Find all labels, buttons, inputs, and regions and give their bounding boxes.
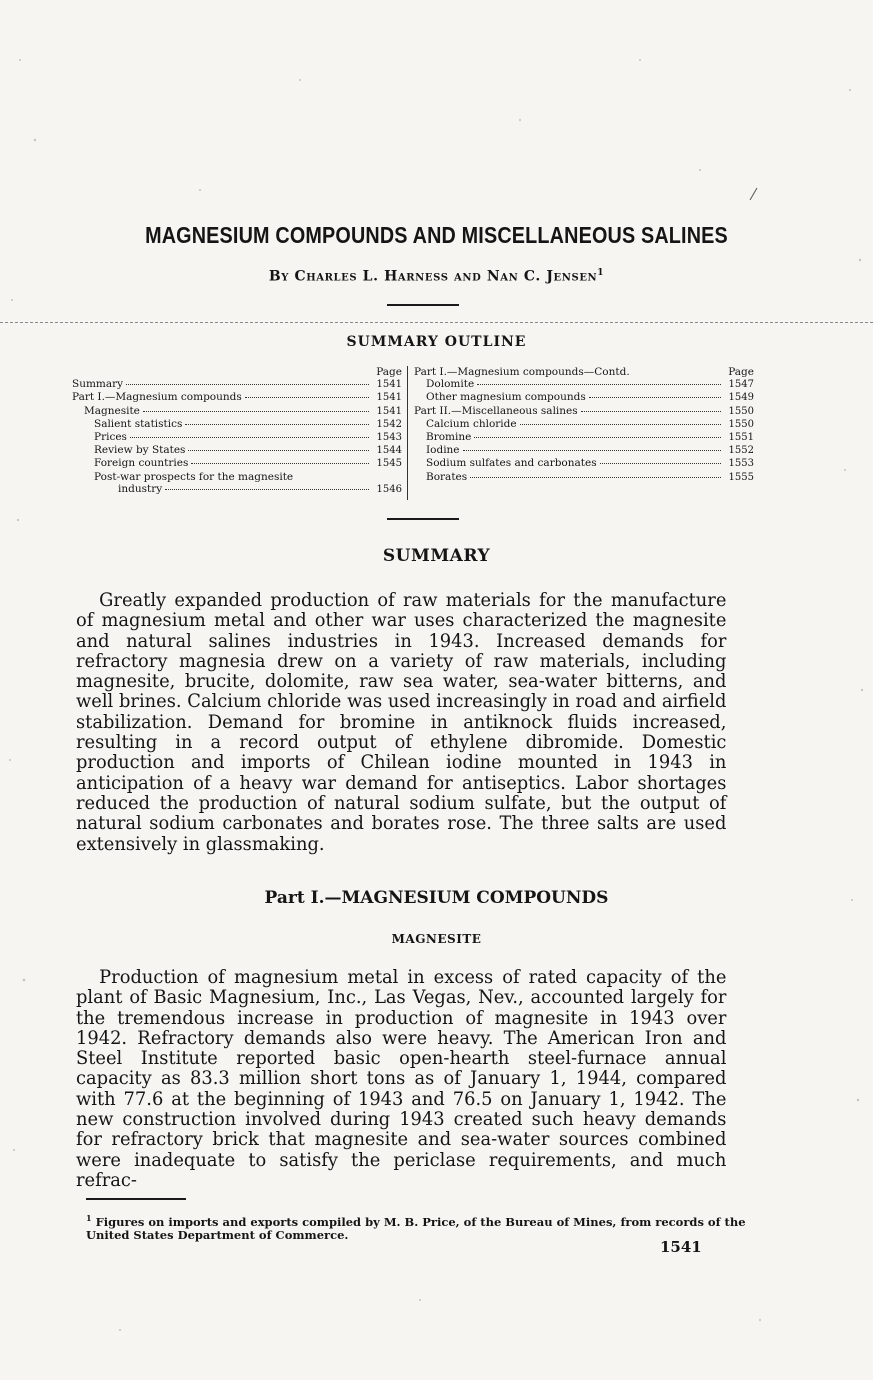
leader-dots xyxy=(581,411,721,412)
outline-rule xyxy=(387,518,459,520)
leader-dots xyxy=(185,424,369,425)
magnesite-paragraph: Production of magnesium metal in excess of rated capacity of the plant of Basic Magnesium, Inc., Las Vegas, Nev., accounted largely for the tremendous increase in production of magnesite in 1943 over 1942. Refractory demands also were heavy. The American Iron and Steel Institute reported basic open-hearth steel-furnace annual capacity as 83.3 million short tons as of January 1, 1944, compared with 77.6 at the beginning of 1943 and 76.5 on January 1, 1942. The new construction involved during 1943 created such heavy demands for refractory brick that magnesite and sea-water sources combined were inadequate to satisfy the periclase requirements, and much refrac- xyxy=(76,967,727,1191)
outline-entry-page: 1550 xyxy=(728,405,754,417)
leader-dots xyxy=(245,397,369,398)
title-rule xyxy=(387,304,459,306)
outline-entry xyxy=(72,431,402,444)
outline-entry-page: 1547 xyxy=(728,379,754,391)
leader-dots xyxy=(188,450,369,451)
leader-dots xyxy=(143,411,369,412)
part1-heading: Part I.—MAGNESIUM COMPOUNDS xyxy=(264,888,609,908)
leader-dots xyxy=(589,397,721,398)
outline-right-header xyxy=(414,366,754,378)
outline-left-column xyxy=(72,366,402,496)
outline-entry xyxy=(72,378,402,391)
outline-entry-label: Post-war prospects for the magnesite xyxy=(94,470,294,483)
leader-dots xyxy=(600,463,721,464)
leader-dots xyxy=(165,489,369,490)
outline-entry xyxy=(414,405,754,418)
outline-entry-label: Other magnesium compounds xyxy=(426,391,586,404)
outline-entry-page: 1553 xyxy=(728,458,754,470)
byline xyxy=(0,268,873,285)
outline-left-header xyxy=(72,366,402,378)
outline-entry-label: Calcium chloride xyxy=(426,417,517,430)
author-1: Charles L. Harness xyxy=(294,268,449,285)
outline-entry-label: Iodine xyxy=(426,444,460,457)
outline-entry-label: Part II.—Miscellaneous salines xyxy=(414,404,578,417)
outline-entry-page: 1552 xyxy=(728,445,754,457)
summary-body xyxy=(76,591,726,855)
outline-entry xyxy=(72,471,402,483)
page-column-label: Page xyxy=(376,366,402,378)
outline-entry xyxy=(414,418,754,431)
outline-entry-label: Part I.—Magnesium compounds xyxy=(72,391,242,404)
magnesite-body xyxy=(76,968,726,1191)
outline-entry-label: Summary xyxy=(72,378,124,391)
summary-heading: SUMMARY xyxy=(382,546,491,566)
footnote-number: 1 xyxy=(86,1213,92,1223)
outline-entry xyxy=(414,457,754,470)
outline-entry xyxy=(72,405,402,418)
leader-dots xyxy=(477,384,721,385)
outline-entry xyxy=(72,418,402,431)
magnesite-heading: MAGNESITE xyxy=(391,932,482,946)
outline-entry-label: Salient statistics xyxy=(94,417,183,430)
outline-entry-label: industry xyxy=(118,482,163,495)
footnote-rule xyxy=(86,1198,186,1200)
outline-entry-label: Magnesite xyxy=(84,404,140,417)
outline-entry-page: 1541 xyxy=(376,392,402,404)
outline-entry-page: 1545 xyxy=(376,458,402,470)
byline-prefix: By xyxy=(268,268,289,285)
leader-dots xyxy=(130,437,369,438)
leader-dots xyxy=(126,384,369,385)
outline-entry-label: Dolomite xyxy=(426,378,475,391)
outline-divider xyxy=(407,366,408,500)
summary-paragraph: Greatly expanded production of raw materials for the manufacture of magnesium metal and other war uses characterized the magnesite and natural salines industries in 1943. Increased demands for refractory magnesia drew on a variety of raw materials, including magnesite, brucite, dolomite, raw sea water, sea-water bitterns, and well brines. Calcium chloride was used increasingly in road and airfield stabilization. Demand for bromine in antiknock fluids increased, resulting in a record output of ethylene dibromide. Domestic production and imports of Chilean iodine mounted in 1943 in anticipation of a heavy war demand for antiseptics. Labor shortages reduced the production of natural sodium sulfate, but the output of natural sodium carbonates and borates rose. The three salts are used extensively in glassmaking. xyxy=(76,590,727,855)
outline-entry xyxy=(72,444,402,457)
outline-entry-page: 1551 xyxy=(728,432,754,444)
outline-entry xyxy=(72,457,402,470)
author-2: Nan C. Jensen xyxy=(486,268,598,285)
outline-entry xyxy=(414,391,754,404)
outline-entry xyxy=(414,431,754,444)
outline-heading: SUMMARY OUTLINE xyxy=(346,334,527,350)
leader-dots xyxy=(520,424,721,425)
scan-artifact-line xyxy=(0,322,873,323)
leader-dots xyxy=(474,437,721,438)
outline-entry xyxy=(414,444,754,457)
outline-entry-page: 1550 xyxy=(728,418,754,430)
document-title: MAGNESIUM COMPOUNDS AND MISCELLANEOUS SALINES xyxy=(145,222,728,248)
outline-entry-page: 1549 xyxy=(728,392,754,404)
outline-entry-label: Borates xyxy=(426,470,468,483)
outline-entry-page: 1541 xyxy=(376,379,402,391)
outline-entry xyxy=(72,483,402,496)
outline-entry xyxy=(72,391,402,404)
outline-entry-label: Bromine xyxy=(426,431,472,444)
outline-entry-page: 1544 xyxy=(376,445,402,457)
outline-entry-page: 1543 xyxy=(376,432,402,444)
leader-dots xyxy=(470,477,721,478)
leader-dots xyxy=(463,450,721,451)
outline-entry-label: Foreign countries xyxy=(94,457,189,470)
outline-entry-page: 1555 xyxy=(728,471,754,483)
outline-entry-page: 1542 xyxy=(376,418,402,430)
outline-right-column xyxy=(414,366,754,484)
footnote-marker: 1 xyxy=(597,268,605,278)
outline-entry-page: 1541 xyxy=(376,405,402,417)
outline-entry xyxy=(414,471,754,484)
page-number: 1541 xyxy=(660,1238,702,1256)
outline-entry-page: 1546 xyxy=(376,483,402,495)
outline-entry-label: Review by States xyxy=(94,444,186,457)
page-column-label: Page xyxy=(728,366,754,378)
byline-conjunction: and xyxy=(454,268,482,285)
outline-entry xyxy=(414,378,754,391)
continued-heading: Part I.—Magnesium compounds—Contd. xyxy=(414,366,630,378)
footnote-text: Figures on imports and exports compiled by M. B. Price, of the Bureau of Mines, from records of the United States Department of Commerce. xyxy=(86,1214,746,1242)
leader-dots xyxy=(191,463,369,464)
outline-entry-label: Sodium sulfates and carbonates xyxy=(426,457,597,470)
outline-entry-label: Prices xyxy=(94,431,127,444)
